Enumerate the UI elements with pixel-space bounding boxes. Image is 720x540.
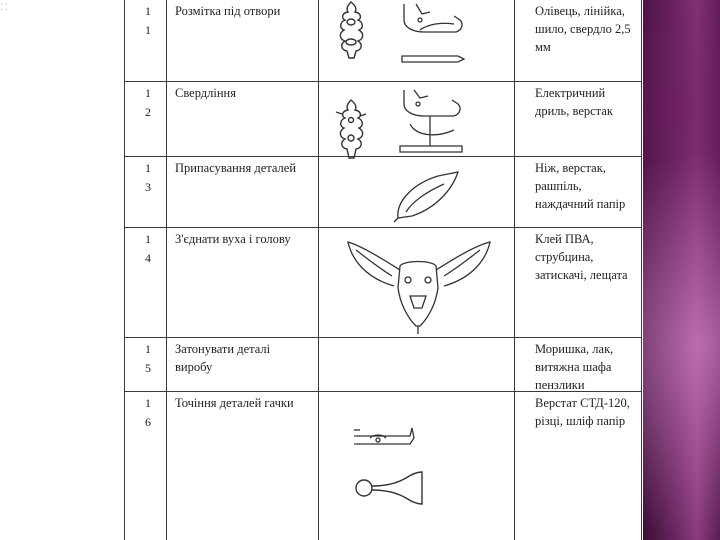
step-number: 1 6	[145, 396, 151, 429]
operation-text: Затонувати деталі виробу	[175, 342, 271, 374]
step-number: 1 5	[145, 342, 151, 375]
tools-text: Ніж, верстак, рашпіль, наждачний папір	[535, 161, 626, 211]
ear-detail-icon	[392, 168, 468, 224]
tools-text: Верстат СТД-120, різці, шліф папір	[535, 396, 630, 428]
tools-text: Клей ПВА, струбцина, затискачі, лещата	[535, 232, 628, 282]
row-divider	[124, 337, 642, 338]
head-with-ears-icon	[344, 236, 494, 336]
tools-text: Електричний дриль, верстак	[535, 86, 613, 118]
step-number: 1 4	[145, 232, 151, 265]
corner-mark: ⛶	[1, 2, 8, 12]
decorative-side-band	[643, 0, 720, 540]
row-divider	[124, 81, 642, 82]
head-profile-icon	[398, 0, 468, 66]
head-on-stand-icon	[396, 86, 468, 158]
template-tree-icon	[330, 0, 372, 62]
operation-text: Точіння деталей гачки	[175, 396, 294, 410]
tools-text: Олівець, лінійка, шило, свердло 2,5 мм	[535, 4, 631, 54]
operation-text: З'єднати вуха і голову	[175, 232, 291, 246]
step-number: 1 2	[145, 86, 151, 119]
step-number: 1 3	[145, 161, 151, 194]
row-divider	[124, 227, 642, 228]
drilled-tree-icon	[330, 98, 372, 162]
operation-text: Свердління	[175, 86, 236, 100]
step-number: 1 1	[145, 4, 151, 37]
hook-part-icon	[352, 424, 416, 448]
operation-text: Розмітка під отвори	[175, 4, 281, 18]
row-divider	[124, 156, 642, 157]
operation-text: Припасування деталей	[175, 161, 297, 175]
turned-peg-icon	[352, 468, 432, 508]
tools-text: Моришка, лак, витяжна шафа пензлики	[535, 342, 614, 392]
